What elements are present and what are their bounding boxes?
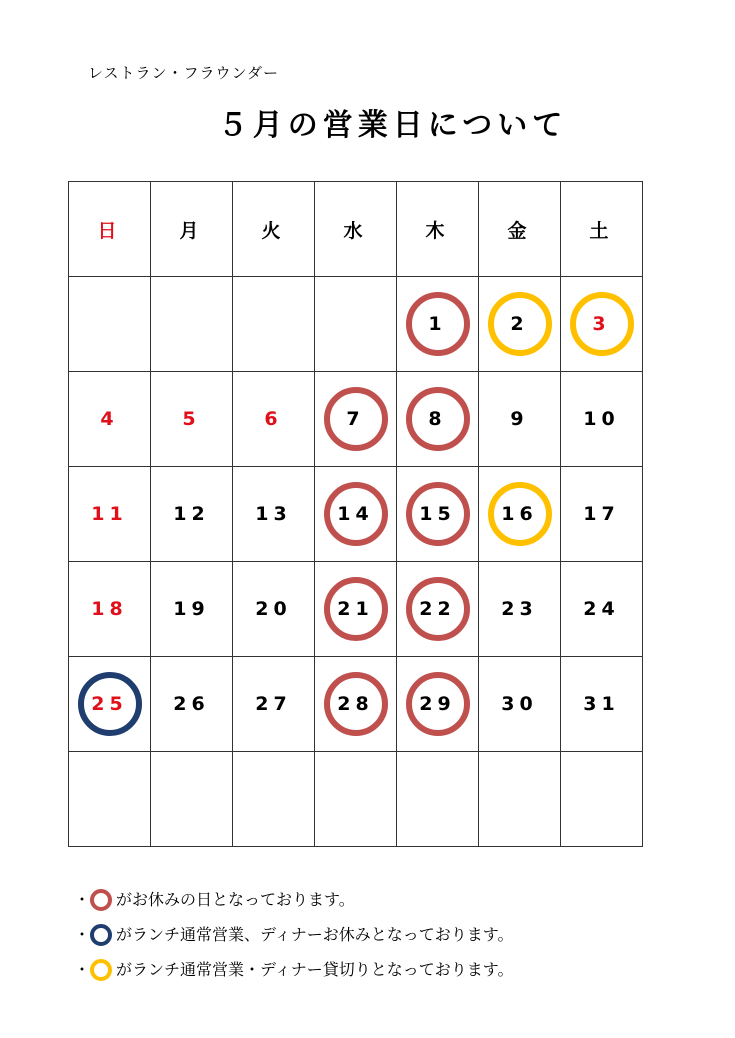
- day-marker-closed: 22: [406, 577, 470, 641]
- week-row: [69, 372, 643, 467]
- bullet-icon: ･: [78, 960, 87, 979]
- day-cell: [397, 277, 479, 372]
- day-cell: [69, 752, 151, 847]
- day-number: 27: [255, 693, 292, 715]
- day-cell: [479, 372, 561, 467]
- day-marker-closed: 1: [406, 292, 470, 356]
- calendar-table: [68, 181, 643, 847]
- day-number: 24: [583, 598, 620, 620]
- legend-item: [78, 917, 513, 952]
- weekday-header: 日: [69, 182, 151, 277]
- day-cell: [397, 657, 479, 752]
- day-number: 11: [91, 503, 128, 525]
- day-number: 13: [255, 503, 292, 525]
- day-number: 9: [510, 408, 529, 430]
- weekday-header: 金: [479, 182, 561, 277]
- day-cell: [315, 372, 397, 467]
- day-cell: [69, 277, 151, 372]
- day-marker-closed: 15: [406, 482, 470, 546]
- weekday-header: 木: [397, 182, 479, 277]
- week-row: [69, 657, 643, 752]
- week-row: [69, 562, 643, 657]
- day-number: [406, 765, 470, 829]
- day-cell: [233, 467, 315, 562]
- day-number: 19: [173, 598, 210, 620]
- day-number: [324, 765, 388, 829]
- day-number: 30: [501, 693, 538, 715]
- day-number: [242, 765, 306, 829]
- legend: [78, 882, 513, 987]
- day-number: 26: [173, 693, 210, 715]
- day-cell: [561, 562, 643, 657]
- day-number: 5: [182, 408, 201, 430]
- day-cell: [233, 752, 315, 847]
- legend-text: がランチ通常営業・ディナー貸切りとなっております。: [116, 960, 514, 979]
- day-cell: [233, 372, 315, 467]
- day-cell: [397, 562, 479, 657]
- day-cell: [151, 467, 233, 562]
- day-cell: [315, 562, 397, 657]
- day-number: [160, 765, 224, 829]
- day-marker-half: 3: [570, 292, 634, 356]
- day-cell: [397, 372, 479, 467]
- legend-item: [78, 952, 513, 987]
- day-cell: [479, 752, 561, 847]
- day-cell: [561, 467, 643, 562]
- day-cell: [315, 467, 397, 562]
- page-title: ５月の営業日について: [217, 108, 568, 143]
- ring-closed-icon: [90, 889, 112, 911]
- day-number: 23: [501, 598, 538, 620]
- day-number: [160, 290, 224, 354]
- legend-text: がお休みの日となっております。: [116, 890, 355, 909]
- day-cell: [233, 657, 315, 752]
- day-cell: [69, 657, 151, 752]
- day-cell: [397, 467, 479, 562]
- weekday-header: 水: [315, 182, 397, 277]
- day-cell: [151, 562, 233, 657]
- day-number: [570, 765, 634, 829]
- day-number: 17: [583, 503, 620, 525]
- day-number: [242, 290, 306, 354]
- day-marker-closed: 21: [324, 577, 388, 641]
- day-number: 6: [264, 408, 283, 430]
- day-number: [324, 290, 388, 354]
- day-cell: [315, 277, 397, 372]
- day-marker-half: 16: [488, 482, 552, 546]
- day-marker-lunch: 25: [78, 672, 142, 736]
- day-marker-closed: 28: [324, 672, 388, 736]
- day-cell: [151, 657, 233, 752]
- day-cell: [561, 277, 643, 372]
- weekday-header: 火: [233, 182, 315, 277]
- day-cell: [151, 752, 233, 847]
- day-number: 10: [583, 408, 620, 430]
- day-marker-closed: 7: [324, 387, 388, 451]
- day-cell: [151, 277, 233, 372]
- day-number: 20: [255, 598, 292, 620]
- week-row: [69, 752, 643, 847]
- day-cell: [479, 562, 561, 657]
- bullet-icon: ･: [78, 925, 87, 944]
- restaurant-name: レストラン・フラウンダー: [88, 64, 279, 82]
- day-marker-half: 2: [488, 292, 552, 356]
- bullet-icon: ･: [78, 890, 87, 909]
- day-cell: [561, 752, 643, 847]
- day-number: [78, 765, 142, 829]
- day-number: [78, 290, 142, 354]
- legend-item: [78, 882, 513, 917]
- day-marker-closed: 14: [324, 482, 388, 546]
- day-number: 12: [173, 503, 210, 525]
- week-row: [69, 467, 643, 562]
- week-row: [69, 277, 643, 372]
- day-cell: [69, 467, 151, 562]
- ring-lunch-icon: [90, 924, 112, 946]
- day-cell: [315, 752, 397, 847]
- day-cell: [479, 657, 561, 752]
- day-cell: [397, 752, 479, 847]
- ring-half-icon: [90, 959, 112, 981]
- day-cell: [151, 372, 233, 467]
- legend-text: がランチ通常営業、ディナーお休みとなっております。: [116, 925, 514, 944]
- day-number: 31: [583, 693, 620, 715]
- weekday-header-row: [69, 182, 643, 277]
- weekday-header: 月: [151, 182, 233, 277]
- day-cell: [561, 372, 643, 467]
- day-number: 4: [100, 408, 119, 430]
- day-cell: [561, 657, 643, 752]
- day-cell: [233, 277, 315, 372]
- day-cell: [479, 467, 561, 562]
- day-number: [488, 765, 552, 829]
- day-marker-closed: 8: [406, 387, 470, 451]
- day-number: 18: [91, 598, 128, 620]
- day-cell: [233, 562, 315, 657]
- day-marker-closed: 29: [406, 672, 470, 736]
- day-cell: [479, 277, 561, 372]
- weekday-header: 土: [561, 182, 643, 277]
- day-cell: [315, 657, 397, 752]
- day-cell: [69, 372, 151, 467]
- day-cell: [69, 562, 151, 657]
